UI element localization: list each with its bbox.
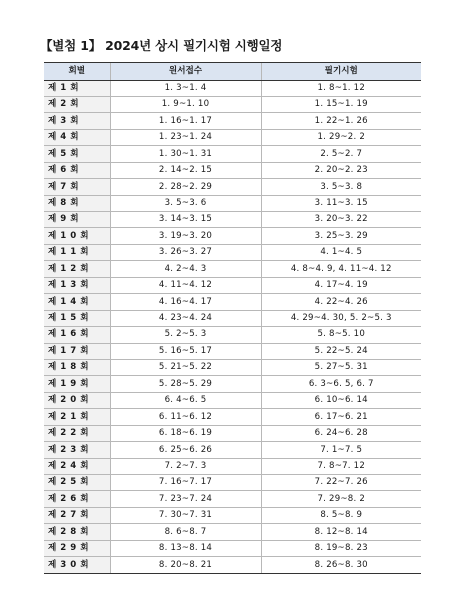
- table-row: [44, 244, 421, 260]
- exam-period-cell: 4. 8~4. 9, 4. 11~4. 12: [261, 261, 421, 277]
- application-period-cell: 8. 20~8. 21: [110, 557, 261, 573]
- exam-period-cell: 6. 3~6. 5, 6. 7: [261, 376, 421, 392]
- table-row: [44, 228, 421, 244]
- round-cell: 제 3 0 회: [44, 557, 110, 573]
- round-cell: 제 4 회: [44, 129, 110, 145]
- round-cell: 제 1 1 회: [44, 244, 110, 260]
- exam-period-cell: 5. 8~5. 10: [261, 327, 421, 343]
- exam-period-cell: 4. 1~4. 5: [261, 244, 421, 260]
- round-cell: 제 2 3 회: [44, 442, 110, 458]
- round-cell: 제 1 4 회: [44, 294, 110, 310]
- application-period-cell: 3. 19~3. 20: [110, 228, 261, 244]
- application-period-cell: 6. 18~6. 19: [110, 425, 261, 441]
- exam-period-cell: 7. 29~8. 2: [261, 491, 421, 507]
- exam-period-cell: 8. 26~8. 30: [261, 557, 421, 573]
- exam-period-cell: 1. 8~1. 12: [261, 80, 421, 96]
- exam-period-cell: 6. 10~6. 14: [261, 392, 421, 408]
- exam-period-cell: 6. 17~6. 21: [261, 409, 421, 425]
- exam-period-cell: 5. 22~5. 24: [261, 343, 421, 359]
- table-row: [44, 359, 421, 375]
- table-row: [44, 392, 421, 408]
- round-cell: 제 2 5 회: [44, 475, 110, 491]
- table-row: [44, 540, 421, 556]
- table-row: [44, 442, 421, 458]
- table-row: [44, 425, 421, 441]
- application-period-cell: 1. 23~1. 24: [110, 129, 261, 145]
- exam-period-cell: 3. 25~3. 29: [261, 228, 421, 244]
- table-row: [44, 96, 421, 112]
- table-row: [44, 507, 421, 523]
- round-cell: 제 5 회: [44, 146, 110, 162]
- application-period-cell: 5. 28~5. 29: [110, 376, 261, 392]
- round-cell: 제 1 2 회: [44, 261, 110, 277]
- table-header-row: [44, 63, 421, 81]
- round-cell: 제 1 9 회: [44, 376, 110, 392]
- table-row: [44, 212, 421, 228]
- table-row: [44, 146, 421, 162]
- round-cell: 제 1 5 회: [44, 310, 110, 326]
- application-period-cell: 4. 2~4. 3: [110, 261, 261, 277]
- table-row: [44, 294, 421, 310]
- application-period-cell: 1. 3~1. 4: [110, 80, 261, 96]
- table-row: [44, 475, 421, 491]
- exam-period-cell: 1. 29~2. 2: [261, 129, 421, 145]
- exam-period-cell: 1. 15~1. 19: [261, 96, 421, 112]
- round-cell: 제 1 8 회: [44, 359, 110, 375]
- application-period-cell: 2. 14~2. 15: [110, 162, 261, 178]
- round-cell: 제 9 회: [44, 212, 110, 228]
- round-cell: 제 2 8 회: [44, 524, 110, 540]
- table-body: [44, 80, 421, 573]
- table-row: [44, 195, 421, 211]
- exam-period-cell: 1. 22~1. 26: [261, 113, 421, 129]
- application-period-cell: 5. 2~5. 3: [110, 327, 261, 343]
- exam-period-cell: 7. 1~7. 5: [261, 442, 421, 458]
- round-cell: 제 2 9 회: [44, 540, 110, 556]
- application-period-cell: 3. 5~3. 6: [110, 195, 261, 211]
- round-cell: 제 2 4 회: [44, 458, 110, 474]
- round-cell: 제 6 회: [44, 162, 110, 178]
- exam-period-cell: 4. 22~4. 26: [261, 294, 421, 310]
- application-period-cell: 1. 9~1. 10: [110, 96, 261, 112]
- application-period-cell: 1. 30~1. 31: [110, 146, 261, 162]
- application-period-cell: 4. 23~4. 24: [110, 310, 261, 326]
- exam-period-cell: 2. 5~2. 7: [261, 146, 421, 162]
- application-period-cell: 6. 4~6. 5: [110, 392, 261, 408]
- application-period-cell: 8. 13~8. 14: [110, 540, 261, 556]
- application-period-cell: 7. 2~7. 3: [110, 458, 261, 474]
- table-row: [44, 376, 421, 392]
- application-period-cell: 7. 30~7. 31: [110, 507, 261, 523]
- round-cell: 제 2 7 회: [44, 507, 110, 523]
- round-cell: 제 2 회: [44, 96, 110, 112]
- table-row: [44, 327, 421, 343]
- application-period-cell: 4. 11~4. 12: [110, 277, 261, 293]
- document-title: 【별첨 1】 2024년 상시 필기시험 시행일정: [40, 38, 283, 53]
- round-cell: 제 1 회: [44, 80, 110, 96]
- application-period-cell: 2. 28~2. 29: [110, 179, 261, 195]
- application-period-cell: 7. 16~7. 17: [110, 475, 261, 491]
- table-row: [44, 458, 421, 474]
- exam-period-cell: 8. 19~8. 23: [261, 540, 421, 556]
- round-cell: 제 1 0 회: [44, 228, 110, 244]
- table-row: [44, 179, 421, 195]
- table-row: [44, 343, 421, 359]
- table-row: [44, 557, 421, 573]
- round-cell: 제 3 회: [44, 113, 110, 129]
- table-row: [44, 524, 421, 540]
- exam-period-cell: 8. 5~8. 9: [261, 507, 421, 523]
- exam-period-cell: 7. 22~7. 26: [261, 475, 421, 491]
- column-header-exam: 필기시험: [261, 63, 421, 81]
- exam-period-cell: 3. 5~3. 8: [261, 179, 421, 195]
- round-cell: 제 2 2 회: [44, 425, 110, 441]
- table-row: [44, 277, 421, 293]
- round-cell: 제 2 0 회: [44, 392, 110, 408]
- exam-period-cell: 2. 20~2. 23: [261, 162, 421, 178]
- table-row: [44, 261, 421, 277]
- column-header-round: 회별: [44, 63, 110, 81]
- round-cell: 제 1 7 회: [44, 343, 110, 359]
- application-period-cell: 8. 6~8. 7: [110, 524, 261, 540]
- application-period-cell: 1. 16~1. 17: [110, 113, 261, 129]
- table-row: [44, 80, 421, 96]
- round-cell: 제 8 회: [44, 195, 110, 211]
- table-row: [44, 162, 421, 178]
- application-period-cell: 7. 23~7. 24: [110, 491, 261, 507]
- round-cell: 제 1 6 회: [44, 327, 110, 343]
- table-row: [44, 409, 421, 425]
- round-cell: 제 2 1 회: [44, 409, 110, 425]
- exam-period-cell: 8. 12~8. 14: [261, 524, 421, 540]
- application-period-cell: 3. 14~3. 15: [110, 212, 261, 228]
- round-cell: 제 1 3 회: [44, 277, 110, 293]
- table-row: [44, 113, 421, 129]
- exam-period-cell: 3. 11~3. 15: [261, 195, 421, 211]
- application-period-cell: 3. 26~3. 27: [110, 244, 261, 260]
- exam-period-cell: 3. 20~3. 22: [261, 212, 421, 228]
- application-period-cell: 4. 16~4. 17: [110, 294, 261, 310]
- application-period-cell: 5. 16~5. 17: [110, 343, 261, 359]
- exam-schedule-table: [44, 62, 421, 574]
- application-period-cell: 6. 11~6. 12: [110, 409, 261, 425]
- application-period-cell: 6. 25~6. 26: [110, 442, 261, 458]
- column-header-application: 원서접수: [110, 63, 261, 81]
- exam-period-cell: 4. 29~4. 30, 5. 2~5. 3: [261, 310, 421, 326]
- exam-period-cell: 4. 17~4. 19: [261, 277, 421, 293]
- round-cell: 제 7 회: [44, 179, 110, 195]
- table-row: [44, 129, 421, 145]
- table-row: [44, 310, 421, 326]
- round-cell: 제 2 6 회: [44, 491, 110, 507]
- exam-period-cell: 7. 8~7. 12: [261, 458, 421, 474]
- exam-period-cell: 5. 27~5. 31: [261, 359, 421, 375]
- exam-period-cell: 6. 24~6. 28: [261, 425, 421, 441]
- application-period-cell: 5. 21~5. 22: [110, 359, 261, 375]
- table-row: [44, 491, 421, 507]
